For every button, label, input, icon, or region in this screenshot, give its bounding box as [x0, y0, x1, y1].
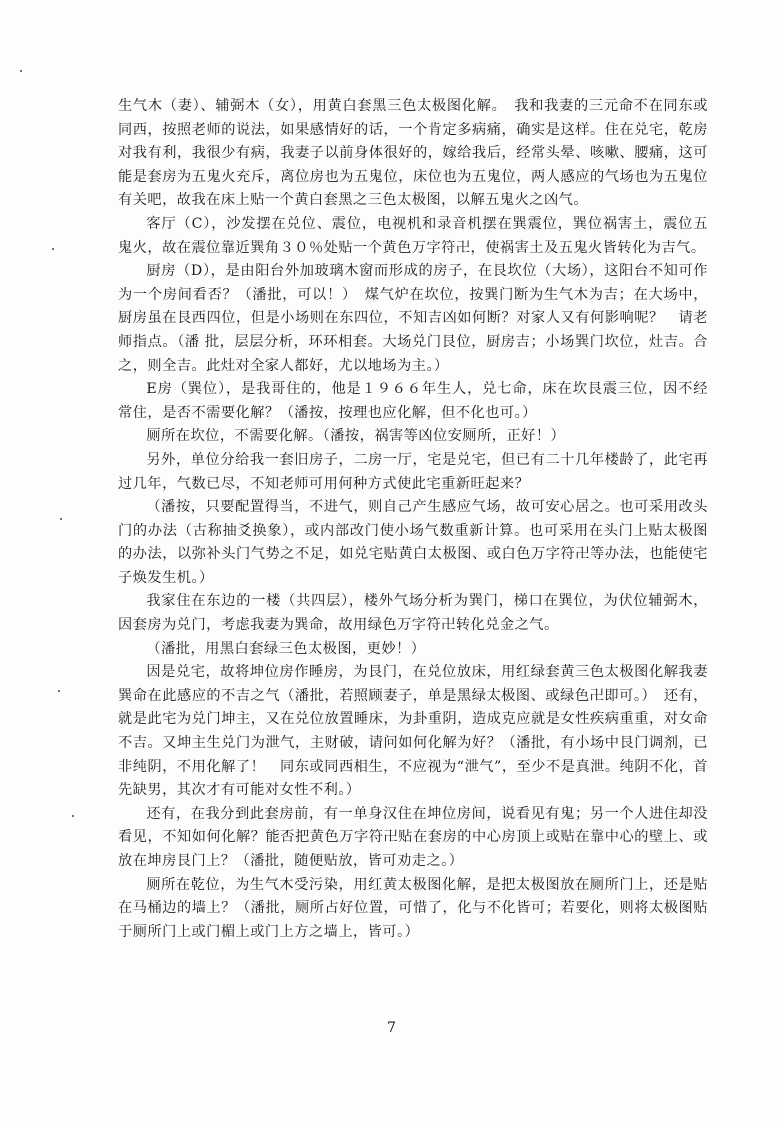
scan-speck	[58, 690, 60, 692]
page-number: 7	[387, 1020, 396, 1036]
paragraph-11: 还有，在我分到此套房前，有一单身汉住在坤位房间，说看见有鬼；另一个人进住却没看见，不知如何化解？能否把黄色万字符卍贴在套房的中心房顶上或贴在靠中心的壁上、或放在坤房艮门上？（潘批，随便贴放，皆可劝走之。）	[118, 805, 708, 869]
paragraph-10: 因是兑宅，故将坤位房作睡房，为艮门，在兑位放床，用红绿套黄三色太极图化解我妻巽命在此感应的不吉之气（潘批，若照顾妻子，单是黑绿太极图、或绿色卍即可。） 还有，就是此宅为兑门坤主，又在兑位放置睡床，为卦重阴，造成克应就是女性疾病重重，对女命不吉。又坤主生兑门为泄气，主财破，请问如何化解为好？（潘批，有小场中艮门调剂，已非纯阴，不用化解了！ 同东或同西相生，不应视为“泄气”，至少不是真泄。纯阴不化，首先缺男，其次才有可能对女性不利。）	[118, 664, 708, 799]
scan-speck	[72, 815, 74, 817]
paragraph-8: 我家住在东边的一楼（共四层），楼外气场分析为巽门，梯口在巽位，为伏位辅弼木，因套房为兑门，考虑我妻为巽命，故用绿色万字符卍转化兑金之气。	[118, 593, 708, 634]
paragraph-1: 生气木（妻）、辅弼木（女），用黄白套黑三色太极图化解。 我和我妻的三元命不在同东或同西，按照老师的说法，如果感情好的话，一个肯定多病痛，确实是这样。住在兑宅，乾房对我有利，我很少有病，我妻子以前身体很好的，嫁给我后，经常头晕、咳嗽、腰痛，这可能是套房为五鬼火充斥，离位房也为五鬼位，床位也为五鬼位，两人感应的气场也为五鬼位有关吧，故我在床上贴一个黄白套黑之三色太极图，以解五鬼火之凶气。	[118, 98, 708, 209]
body-text	[118, 95, 708, 944]
paragraph-12: 厕所在乾位，为生气木受污染，用红黄太极图化解，是把太极图放在厕所门上，还是贴在马桶边的墙上？（潘批，厕所占好位置，可惜了，化与不化皆可；若要化，则将太极图贴于厕所门上或门楣上或门上方之墙上，皆可。）	[118, 876, 708, 940]
paragraph-4: E房（巽位），是我哥住的，他是１９６６年生人，兑七命，床在坎艮震三位，因不经常住，是否不需要化解？（潘按，按理也应化解，但不化也可。）	[118, 381, 708, 421]
paragraph-6: 另外，单位分给我一套旧房子，二房一厅，宅是兑宅，但已有二十几年楼龄了，此宅再过几年，气数已尽，不知老师可用何种方式使此宅重新旺起来？	[118, 451, 708, 492]
paragraph-5: 厕所在坎位，不需要化解。（潘按，祸害等凶位安厕所，正好！）	[146, 428, 566, 445]
paragraph-9: （潘批，用黑白套绿三色太极图，更妙！）	[146, 640, 426, 657]
paragraph-7: （潘按，只要配置得当，不进气，则自己产生感应气场，故可安心居之。也可采用改头门的办法（古称抽爻换象），或内部改门使小场气数重新计算。也可采用在头门上贴太极图的办法，以弥补头门气势之不足，如兑宅贴黄白太极图、或白色万字符卍等办法，也能使宅子焕发生机。）	[118, 499, 708, 586]
scan-speck	[60, 518, 62, 520]
paragraph-3: 厨房（D），是由阳台外加玻璃木窗而形成的房子，在艮坎位（大场），这阳台不知可作为一个房间看否？（潘批，可以！） 煤气炉在坎位，按巽门断为生气木为吉；在大场中，厨房虽在艮西四位，但是小场则在东四位，不知吉凶如何断？对家人又有何影响呢？ 请老师指点。（潘 批，层层分析，环环相套。大场兑门艮位，厨房吉；小场巽门坎位，灶吉。合之，则全吉。此灶对全家人都好，尤以地场为主。）	[118, 263, 708, 374]
paragraph-2: 客厅（C），沙发摆在兑位、震位，电视机和录音机摆在巽震位，巽位祸害土，震位五鬼火，故在震位靠近巽角３０％处贴一个黄色万字符卍，使祸害土及五鬼火皆转化为吉气。	[118, 215, 708, 256]
scan-speck	[52, 248, 54, 250]
scan-speck	[20, 70, 22, 72]
